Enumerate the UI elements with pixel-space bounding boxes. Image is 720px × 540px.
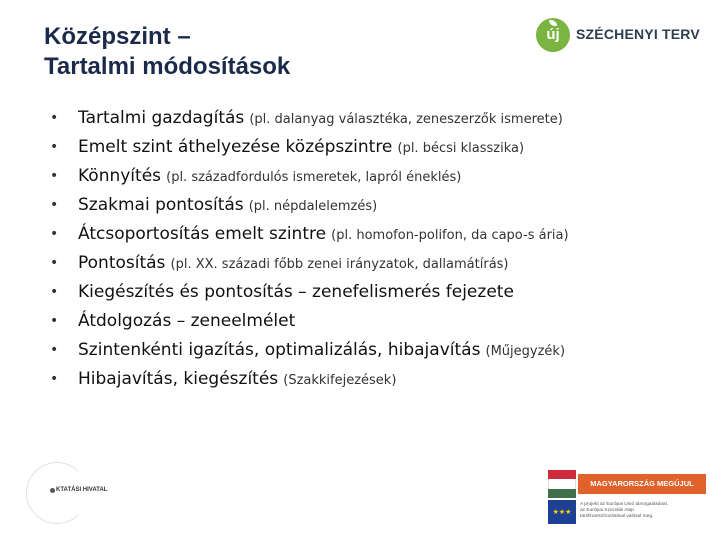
bullet-main-text: Pontosítás — [78, 253, 166, 273]
bullet-item — [44, 193, 714, 222]
bullet-list — [44, 106, 714, 396]
bullet-dot-icon: • — [50, 313, 59, 329]
org-dot-icon — [50, 488, 55, 493]
bullet-dot-icon: • — [50, 139, 59, 155]
logo-text: SZÉCHENYI TERV — [576, 26, 700, 42]
bullet-main-text: Szintenkénti igazítás, optimalizálás, hibajavítás — [78, 340, 481, 360]
eu-text-line-1: A projekt az Európai Unió támogatásával, — [580, 502, 668, 507]
bullet-main-text: Tartalmi gazdagítás — [78, 108, 245, 128]
logo-arc — [26, 462, 88, 524]
bullet-dot-icon: • — [50, 110, 59, 126]
bullet-sub-text: (pl. népdalelemzés) — [248, 199, 378, 214]
bullet-main-text: Átdolgozás – zeneelmélet — [78, 311, 296, 331]
eu-text-line-3: társfinanszírozásával valósul meg. — [580, 514, 654, 519]
flag-stripe-red — [548, 470, 576, 479]
flag-stripe-green — [548, 489, 576, 498]
szechenyi-logo-icon — [536, 18, 570, 52]
oktatasi-hivatal-logo — [26, 462, 126, 522]
eu-text-line-2: az Európai Szociális Alap — [580, 508, 634, 513]
bullet-dot-icon: • — [50, 226, 59, 242]
bullet-item — [44, 338, 714, 367]
bullet-sub-text: (Műjegyzék) — [485, 344, 566, 359]
flag-stripe-white — [548, 479, 576, 488]
bullet-sub-text: (pl. homofon-polifon, da capo-s ária) — [331, 228, 569, 243]
bullet-item — [44, 367, 714, 396]
bullet-item — [44, 222, 714, 251]
bullet-sub-text: (pl. dalanyag választéka, zeneszerzők ismerete) — [249, 112, 563, 127]
bullet-main-text: Emelt szint áthelyezése középszintre — [78, 137, 393, 157]
bullet-item — [44, 135, 714, 164]
magyarorszag-megujul-banner: MAGYARORSZÁG MEGÚJUL — [578, 474, 706, 494]
eu-flag-icon: ★★★ — [548, 500, 576, 524]
title-line-2: Tartalmi módosítások — [44, 53, 291, 80]
bullet-item — [44, 251, 714, 280]
org-name: KTATÁSI HIVATAL — [56, 487, 108, 493]
bullet-main-text: Hibajavítás, kiegészítés — [78, 369, 279, 389]
eu-support-text — [580, 502, 708, 520]
bullet-dot-icon: • — [50, 168, 59, 184]
title-line-1: Középszint – — [44, 23, 191, 50]
bullet-item — [44, 164, 714, 193]
bullet-sub-text: (pl. századfordulós ismeretek, lapról éneklés) — [166, 170, 462, 185]
bullet-main-text: Átcsoportosítás emelt szintre — [78, 224, 327, 244]
bullet-dot-icon: • — [50, 371, 59, 387]
bullet-dot-icon: • — [50, 342, 59, 358]
bullet-main-text: Kiegészítés és pontosítás – zenefelismerés fejezete — [78, 282, 514, 302]
bullet-sub-text: (Szakkifejezések) — [283, 373, 397, 388]
bullet-item — [44, 280, 714, 309]
bullet-sub-text: (pl. XX. századi főbb zenei irányzatok, dallamátírás) — [170, 257, 509, 272]
bullet-item — [44, 309, 714, 338]
bullet-main-text: Könnyítés — [78, 166, 162, 186]
bullet-sub-text: (pl. bécsi klasszika) — [397, 141, 525, 156]
logo-icon-letter: új — [546, 26, 560, 43]
bullet-main-text: Szakmai pontosítás — [78, 195, 244, 215]
eu-funding-block — [548, 470, 708, 530]
bullet-dot-icon: • — [50, 197, 59, 213]
slide-title — [44, 22, 290, 82]
szechenyi-terv-logo — [536, 18, 706, 54]
bullet-dot-icon: • — [50, 255, 59, 271]
bullet-item — [44, 106, 714, 135]
hungarian-flag-icon — [548, 470, 576, 498]
bullet-dot-icon: • — [50, 284, 59, 300]
